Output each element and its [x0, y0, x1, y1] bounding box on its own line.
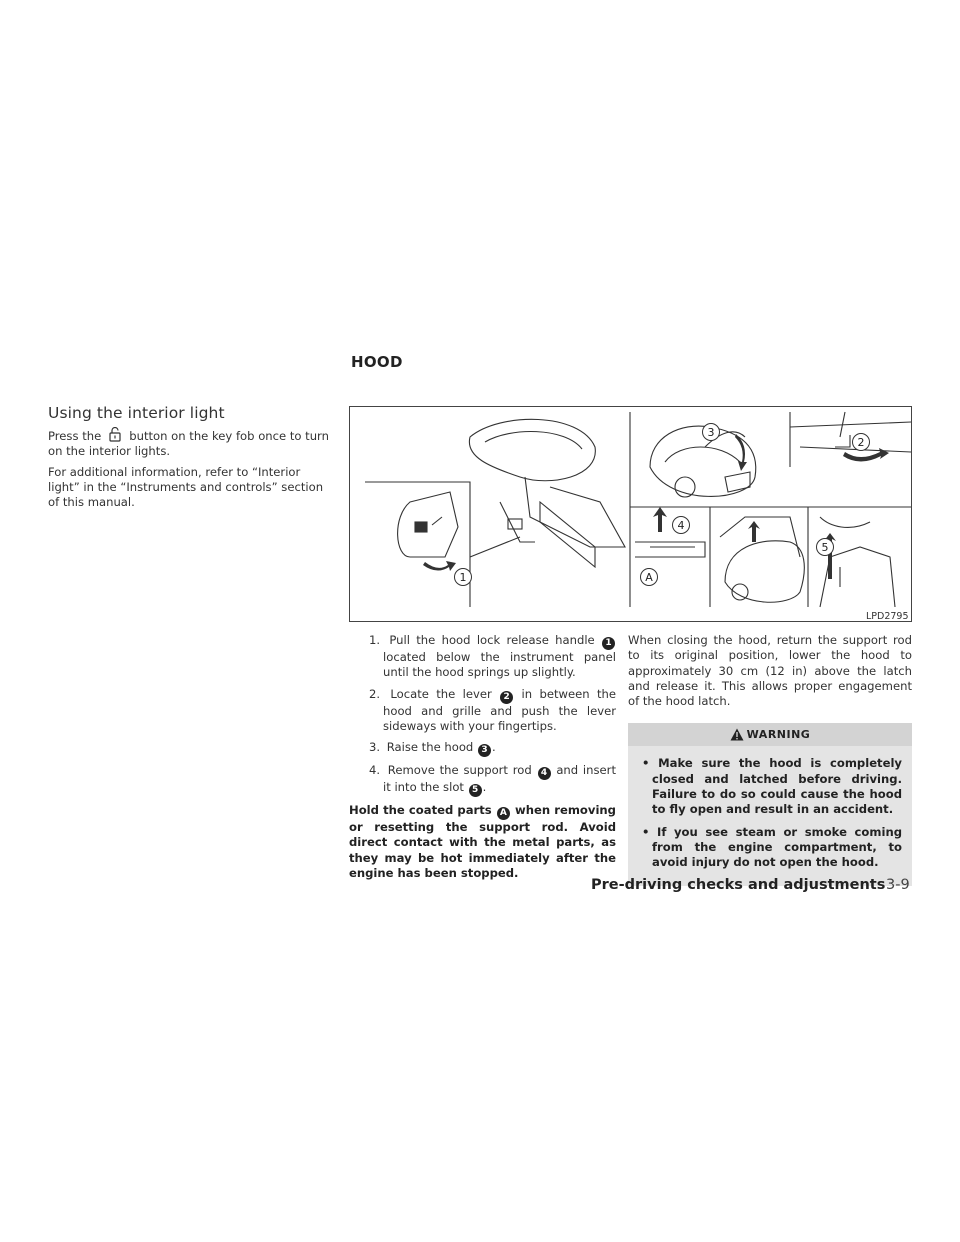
callout-a: A: [645, 571, 653, 584]
hood-release-illustration: [350, 407, 911, 621]
callout-1: 1: [459, 571, 467, 584]
callout-4: 4: [677, 519, 685, 532]
step-2: 2. Locate the lever 2 in between the hood and grille and push the lever sideways with your fingertips.: [369, 686, 616, 733]
interior-light-para2: For additional information, refer to “Interior light” in the “Instruments and controls” section of this manual.: [48, 464, 324, 510]
badge-5: 5: [469, 784, 482, 797]
figure-label: LPD2795: [866, 611, 909, 622]
badge-a: A: [497, 807, 510, 820]
footer-section-title: Pre-driving checks and adjustments: [591, 877, 886, 893]
section-title: HOOD: [351, 353, 403, 371]
warning-item: • If you see steam or smoke coming from the engine compartment, to avoid injury do not open the hood.: [642, 824, 902, 870]
warning-title: WARNING: [746, 728, 811, 742]
hood-closing-column: [628, 633, 912, 886]
hood-steps-list: [349, 633, 616, 797]
footer-page-number: 3-9: [886, 877, 910, 893]
interior-light-heading: Using the interior light: [48, 404, 225, 422]
step-3: 3. Raise the hood 3 .: [369, 740, 496, 756]
callout-3: 3: [707, 426, 715, 439]
warning-box: [628, 723, 912, 885]
warning-item: • Make sure the hood is completely closed and latched before driving. Failure to do so could cause the hood to fly open and result in an accident.: [642, 756, 902, 817]
callout-2: 2: [857, 436, 865, 449]
badge-4: 4: [538, 767, 551, 780]
callout-5: 5: [821, 541, 829, 554]
interior-light-section: [48, 404, 332, 515]
closing-para: When closing the hood, return the support rod to its original position, lower the hood to approximately 30 cm (12 in) above the latch and release it. This allows proper engagement of the hood latch.: [628, 633, 912, 709]
badge-1: 1: [602, 637, 615, 650]
interior-light-para1: Press the button on the key fob once to turn on the interior lights.: [48, 429, 329, 459]
hood-steps-column: [349, 633, 616, 881]
badge-3: 3: [478, 744, 491, 757]
unlock-button-icon: [105, 427, 125, 442]
warning-triangle-icon: [730, 728, 744, 741]
warning-header: [628, 723, 912, 746]
badge-2: 2: [500, 691, 513, 704]
step-1: 1. Pull the hood lock release handle 1 located below the instrument panel until the hood springs up slightly.: [369, 633, 616, 680]
hood-release-figure: [349, 406, 912, 622]
step-4: 4. Remove the support rod 4 and insert it into the slot 5 .: [369, 763, 616, 796]
warning-body: [628, 746, 912, 885]
caution-para: Hold the coated parts A when removing or resetting the support rod. Avoid direct contact with the metal parts, as they may be hot immediately after the engine has been stopped.: [349, 803, 616, 881]
